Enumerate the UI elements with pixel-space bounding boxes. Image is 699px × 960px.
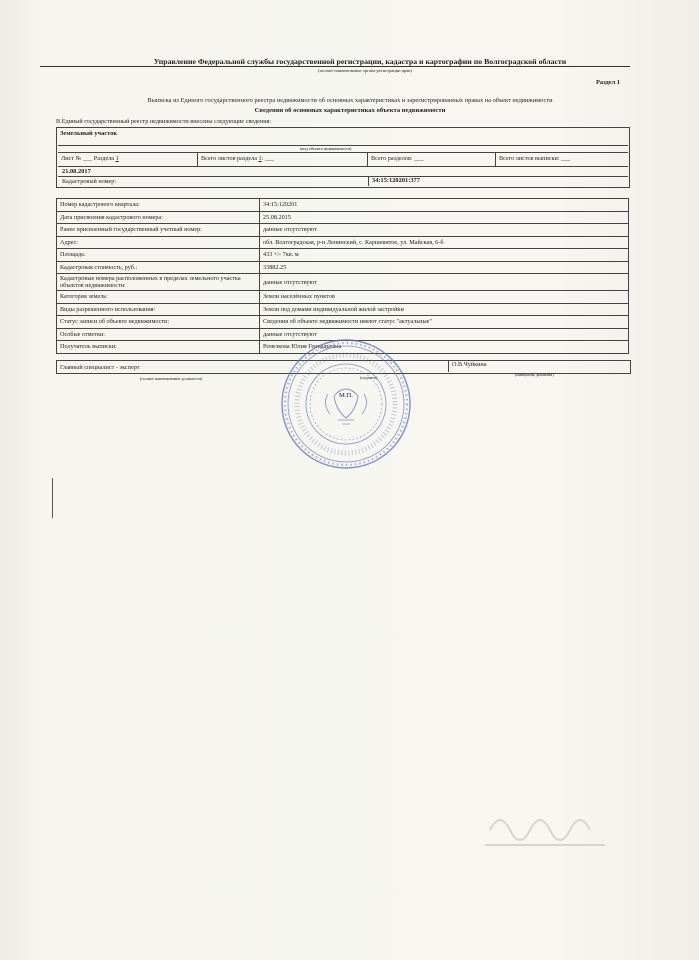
detail-row xyxy=(57,211,629,224)
total-sheets-part-value: 1 xyxy=(258,155,262,162)
organization-underline xyxy=(40,66,630,67)
detail-row xyxy=(57,261,629,274)
detail-value: данные отсутствуют xyxy=(260,274,629,291)
part-label: Раздела xyxy=(93,155,115,162)
faded-bleedthrough-mark xyxy=(470,790,620,860)
detail-row xyxy=(57,303,629,316)
detail-row xyxy=(57,249,629,262)
section-number: Раздел 1 xyxy=(596,79,620,86)
divider xyxy=(368,176,369,186)
detail-label: Площадь: xyxy=(57,249,260,262)
official-seal-icon xyxy=(278,336,414,472)
initials-caption: (инициалы, фамилия) xyxy=(515,372,554,377)
record-date: 21.08.2017 xyxy=(62,168,91,175)
cadastral-number-value: 34:15:120201:377 xyxy=(372,177,420,184)
record-intro: В Единый государственный реестр недвижимости внесены следующие сведения: xyxy=(56,118,272,125)
detail-label: Категория земель: xyxy=(57,291,260,304)
document-title: Выписка из Единого государственного реестра недвижимости об основных характеристиках и зарегистрированных правах на объект недвижимости xyxy=(147,97,553,104)
signer-position: Главный специалист - эксперт xyxy=(60,364,140,371)
total-sheets-part-suffix: : ___ xyxy=(261,155,275,162)
detail-row xyxy=(57,199,629,212)
detail-row xyxy=(57,236,629,249)
detail-value: Ремезкова Юлия Геннадьевна xyxy=(260,341,629,354)
divider xyxy=(58,166,628,167)
detail-label: Кадастровая стоимость, руб.: xyxy=(57,261,260,274)
detail-value: Земли населённых пунктов xyxy=(260,291,629,304)
detail-row xyxy=(57,274,629,291)
detail-value: 25.08.2015 xyxy=(260,211,629,224)
detail-value: данные отсутствуют xyxy=(260,224,629,237)
total-sheets-part-label: Всего листов раздела xyxy=(201,155,257,162)
detail-label: Особые отметки: xyxy=(57,328,260,341)
sheet-info-row xyxy=(58,153,628,166)
detail-label: Номер кадастрового квартала: xyxy=(57,199,260,212)
detail-value: обл. Волгоградская, р-н Ленинский, с. Каршевитое, ул. Майская, 6-б xyxy=(260,236,629,249)
detail-label: Адрес: xyxy=(57,236,260,249)
total-sheets-part-cell xyxy=(198,153,368,166)
signer-name: О.В.Чуйкина xyxy=(452,361,487,368)
cadastral-number-label: Кадастровый номер: xyxy=(62,178,117,185)
divider xyxy=(58,176,628,177)
detail-value: данные отсутствуют xyxy=(260,328,629,341)
total-sheets-cell xyxy=(496,153,628,166)
scan-edge-mark xyxy=(52,478,57,518)
object-type-caption: (вид объекта недвижимости) xyxy=(300,146,352,151)
total-parts-value: ___ xyxy=(414,155,424,162)
detail-value: Сведения об объекте недвижимости имеют статус "актуальные" xyxy=(260,316,629,329)
document-subtitle: Сведения об основных характеристиках объекта недвижимости xyxy=(254,107,446,114)
detail-value: 34:15:120201 xyxy=(260,199,629,212)
seal-mark: М.П. xyxy=(339,392,353,399)
detail-label: Дата присвоения кадастрового номера: xyxy=(57,211,260,224)
total-sheets-value: ___ xyxy=(561,155,571,162)
total-parts-cell xyxy=(368,153,496,166)
object-type: Земельный участок xyxy=(60,130,118,137)
signature-caption: (подпись) xyxy=(360,375,378,380)
detail-label: Виды разрешенного использования: xyxy=(57,303,260,316)
total-sheets-label: Всего листов выписки: xyxy=(499,155,560,162)
detail-value: 33882.25 xyxy=(260,261,629,274)
organization-caption: (полное наименование органа регистрации прав) xyxy=(318,68,412,73)
part-value: 1 xyxy=(115,155,119,162)
detail-row xyxy=(57,291,629,304)
property-details-table xyxy=(56,198,629,354)
detail-label: Статус записи об объекте недвижимости: xyxy=(57,316,260,329)
sheet-part-cell xyxy=(58,153,198,166)
position-caption: (полное наименование должности) xyxy=(140,376,203,381)
detail-row xyxy=(57,316,629,329)
detail-label: Получатель выписки: xyxy=(57,341,260,354)
divider xyxy=(448,360,449,372)
detail-value: Земли под домами индивидуальной жилой застройки xyxy=(260,303,629,316)
sheet-value: ___ xyxy=(82,155,93,162)
organization-name: Управление Федеральной службы государственной регистрации, кадастра и картографии по Волгоградской области xyxy=(153,57,567,66)
detail-row xyxy=(57,224,629,237)
sheet-label: Лист № xyxy=(61,155,82,162)
detail-value: 433 +/- 7кв. м xyxy=(260,249,629,262)
detail-label: Кадастровые номера расположенных в пределах земельного участка объектов недвижимости: xyxy=(57,274,260,291)
total-parts-label: Всего разделов: xyxy=(371,155,413,162)
detail-label: Ранее присвоенный государственный учетный номер: xyxy=(57,224,260,237)
